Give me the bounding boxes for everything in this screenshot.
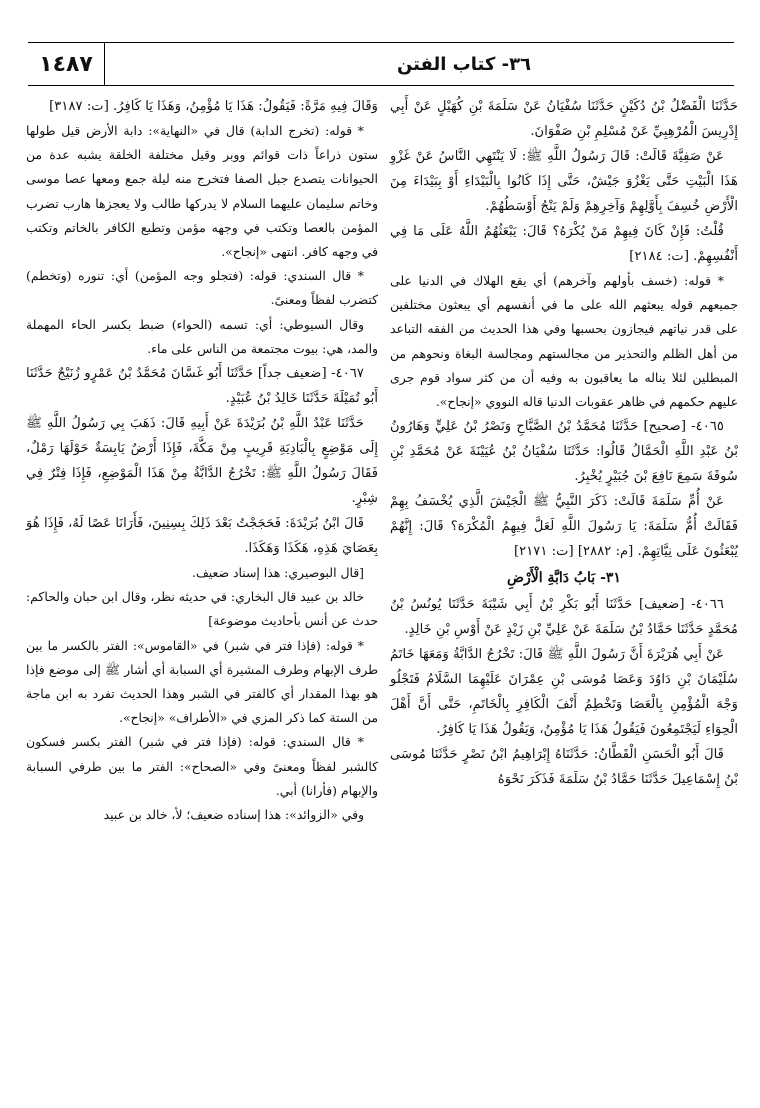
hadith-text: ٤٠٦٧- [ضعيف جداً] حَدَّثَنَا أَبُو غَسَّانَ مُحَمَّدُ بْنُ عَمْرٍو زُنَيْجٌ حَدَّثَنَا أَبُو تُمَيْلَةَ حَدَّثَنَا خَالِدُ بْنُ عُبَيْدٍ. [26,366,378,407]
page-number: ١٤٨٧ [28,42,105,86]
hadith-text: قَالَ أَبُو الْحَسَنِ الْقَطَّانُ: حَدَّثَنَاهُ إِبْرَاهِيمُ ابْنُ نَصْرٍ حَدَّثَنَا مُوسَى بْنُ إِسْمَاعِيلَ حَدَّثَنَا حَمَّادُ بْنُ سَلَمَةَ فَذَكَرَ نَحْوَهُ [390,747,738,788]
commentary-note: * قوله: (فإذا فتر في شبر) في «القاموس»: الفتر بالكسر ما بين طرف الإبهام وطرف المشيرة أي السبابة أي أشار ﷺ إلى موضع فإذا هو بهذا المقدار أي كالفتر في الشبر وهذا الحديث تفرد به ابن ماجة من الستة كما ذكر المزي في «الأطراف» «إنجاح». [26,637,378,726]
hadith-text: قُلْتُ: فَإِنْ كَانَ فِيهِمْ مَنْ يُكْرَهُ؟ قَالَ: يَبْعَثُهُمُ اللَّهُ عَلَى مَا فِي أَنْفُسِهِمْ. [ت: ٢١٨٤] [390,224,738,264]
commentary-note: وقال السيوطي: أي: تسمه (الحواء) ضبط بكسر الحاء المهملة والمد، هي: بيوت مجتمعة من الناس على ماء. [26,316,378,356]
hadith-text: حَدَّثَنَا عَبْدُ اللَّهِ بْنُ بُرَيْدَةَ عَنْ أَبِيهِ قَالَ: ذَهَبَ بِي رَسُولُ اللَّهِ ﷺ إِلَى مَوْضِعٍ بِالْبَادِيَةِ قَرِيبٍ مِنْ مَكَّةَ، فَإِذَا أَرْضٌ يَابِسَةٌ حَوْلَهَا رَمْلٌ، فَقَالَ رَسُولُ اللَّهِ ﷺ: تَخْرُجُ الدَّابَّةُ مِنْ هَذَا الْمَوْضِعِ، فَإِذَا فِتْرٌ فِي شِبْرٍ. [26,416,378,507]
hadith-text: ٤٠٦٥- [صحيح] حَدَّثَنَا مُحَمَّدُ بْنُ الصَّبَّاحِ وَنَصْرُ بْنُ عَلِيٍّ وَهَارُونُ بْنُ عَبْدِ اللَّهِ الْحَمَّالُ قَالُوا: حَدَّثَنَا سُفْيَانُ بْنُ عُيَيْنَةَ عَنْ مُحَمَّدِ بْنِ سُوقَةَ سَمِعَ نَافِعَ بْنَ جُبَيْرٍ يُخْبِرُ. [390,419,738,485]
commentary-note: * قوله: (خسف بأولهم وآخرهم) أي يقع الهلاك في الدنيا على جميعهم قوله يبعثهم الله على ما في أنفسهم أي يبعثون مختلفين على قدر نياتهم فيجازون بحسبها وفي هذا الحديث من الفقه التباعد من أهل الظلم والتحذير من مجالستهم ومجالسة البغاة ونحوهم من المبطلين لئلا يناله ما يعاقبون به وفيه أن من كثر سواد قوم جرى عليهم حكمهم في ظاهر عقوبات الدنيا قاله النووي «إنجاح». [390,273,738,410]
hadith-text: عَنْ أَبِي هُرَيْرَةَ أَنَّ رَسُولَ اللَّهِ ﷺ قَالَ: تَخْرُجُ الدَّابَّةُ وَمَعَهَا خَاتَمُ سُلَيْمَانَ بْنِ دَاوُدَ وَعَصَا مُوسَى بْنِ عِمْرَانَ عَلَيْهِمَا السَّلَامُ فَتَجْلُو وَجْهَ الْمُؤْمِنِ بِالْعَصَا وَتَخْطِمُ أَنْفَ الْكَافِرِ بِالْخَاتَمِ، حَتَّى أَنَّ أَهْلَ الْحِوَاءِ لَيَجْتَمِعُونَ فَيَقُولُ هَذَا يَا مُؤْمِنُ، وَيَقُولُ هَذَا يَا كَافِرُ. [390,647,738,738]
hadith-text: قَالَ ابْنُ بُرَيْدَةَ: فَحَجَجْتُ بَعْدَ ذَلِكَ بِسِنِينَ، فَأَرَانَا عَصًا لَهُ، فَإِذَا هُوَ بِعَصَايَ هَذِهِ، هَكَذَا وَهَكَذَا. [26,516,378,557]
left-column [26,94,378,827]
commentary-note: * قال السندي: قوله: (فتجلو وجه المؤمن) أي: تنوره (وتخطم) كتضرب لفظاً ومعنىً. [26,268,378,308]
commentary-note: خالد بن عبيد قال البخاري: في حديثه نظر، وقال ابن حبان والحاكم: حدث عن أنس بأحاديث موضوعة] [26,589,378,629]
hadith-text: عَنْ أُمِّ سَلَمَةَ قَالَتْ: ذَكَرَ النَّبِيُّ ﷺ الْجَيْشَ الَّذِي يُخْسَفُ بِهِمْ فَقَالَتْ أُمُّ سَلَمَةَ: يَا رَسُولَ اللَّهِ لَعَلَّ فِيهِمُ الْمُكْرَهَ؟ قَالَ: إِنَّهُمْ يُبْعَثُونَ عَلَى نِيَّاتِهِمْ. [م: ٢٨٨٢] [ت: ٢١٧١] [390,494,738,560]
commentary-note: وفي «الزوائد»: هذا إسناده ضعيف؛ لأ، خالد بن عبيد [103,807,364,823]
hadith-text: حَدَّثَنَا الْفَضْلُ بْنُ دُكَيْنٍ حَدَّثَنَا سُفْيَانُ عَنْ سَلَمَةَ بْنِ كُهَيْلٍ عَنْ أَبِي إِدْرِيسَ الْمُرْهِبِيِّ عَنْ مُسْلِمِ بْنِ صَفْوَانَ. [390,99,738,139]
hadith-text: ٤٠٦٦- [ضعيف] حَدَّثَنَا أَبُو بَكْرِ بْنُ أَبِي شَيْبَةَ حَدَّثَنَا يُونُسُ بْنُ مُحَمَّدٍ حَدَّثَنَا حَمَّادُ بْنُ سَلَمَةَ عَنْ عَلِيِّ بْنِ زَيْدٍ عَنْ أَوْسِ بْنِ خَالِدٍ. [390,597,738,638]
commentary-note: * قوله: (تخرج الدابة) قال في «النهاية»: دابة الأرض قيل طولها ستون ذراعاً ذات قوائم ووبر وقيل مختلفة الخلقة يشبه عدة من الحيوانات يتصدع جبل الصفا فتخرج منه ليلة جمع ومعها عصا موسى وخاتم سليمان عليهما السلام لا يدركها طالب ولا يعجزها هارب تضرب المؤمن بالعصا وتكتب في وجهه مؤمن وتطبع الكافر بالخاتم وتكتب في وجهه كافر. انتهى «إنجاح». [26,123,378,260]
right-column [390,94,738,792]
book-title: ٣٦- كتاب الفتن [396,53,532,75]
chapter-heading: ٣١- بَابُ دَابَّةِ الْأَرْضِ [507,570,621,587]
commentary-note: [قال البوصيري: هذا إسناد ضعيف. [192,565,364,581]
commentary-note: * قال السندي: قوله: (فإذا فتر في شبر) الفتر بكسر فسكون كالشبر لفظاً ومعنىً وفي «الصحاح»: الفتر ما بين طرفي السبابة والإبهام (فأرانا) أبي. [26,734,378,798]
hadith-text: وَقَالَ فِيهِ مَرَّةً: فَيَقُولُ: هَذَا يَا مُؤْمِنُ، وَهَذَا يَا كَافِرُ. [ت: ٣١٨٧] [49,99,378,114]
hadith-text: عَنْ صَفِيَّةَ قَالَتْ: قَالَ رَسُولُ اللَّهِ ﷺ: لَا يَنْتَهِي النَّاسُ عَنْ غَزْوِ هَذَا الْبَيْتِ حَتَّى يَغْزُوَ جَيْشٌ، حَتَّى إِذَا كَانُوا بِالْبَيْدَاءِ أَوْ بِبَيْدَاءَ مِنَ الْأَرْضِ خُسِفَ بِأَوَّلِهِمْ وَآخِرِهِمْ وَلَمْ يَنْجُ أَوْسَطُهُمْ. [390,149,738,214]
page-header [28,42,734,86]
